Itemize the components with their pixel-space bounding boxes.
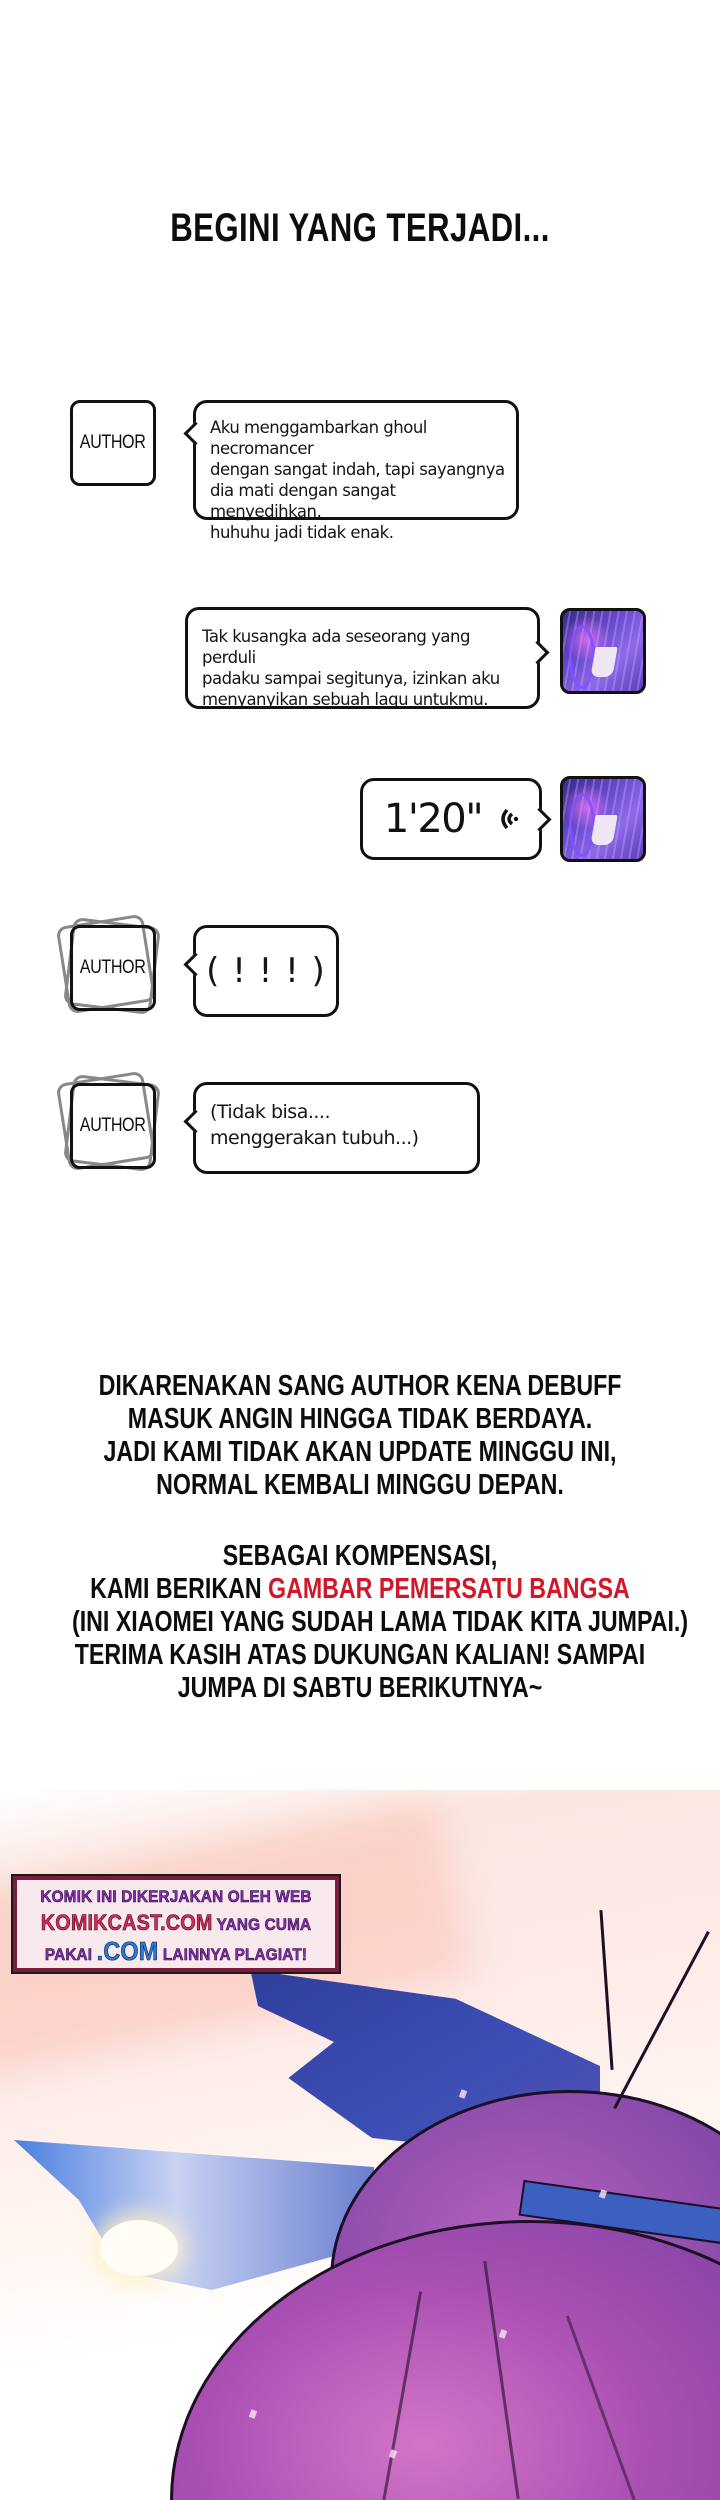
chat-bubble-author-2 bbox=[193, 925, 339, 1017]
page-title: BEGINI YANG TERJADI... bbox=[170, 206, 550, 250]
chat-bubble-necromancer-1 bbox=[185, 607, 540, 709]
watermark-text: YANG CUMA bbox=[212, 1915, 312, 1934]
voice-message-bubble[interactable] bbox=[360, 778, 542, 860]
notice-line: JADI KAMI TIDAK AKAN UPDATE MINGGU INI, bbox=[103, 1436, 617, 1468]
author-avatar bbox=[70, 925, 156, 1011]
author-label: AUTHOR bbox=[80, 957, 146, 978]
notice-line: DIKARENAKAN SANG AUTHOR KENA DEBUFF bbox=[98, 1370, 622, 1402]
notice-line: JUMPA DI SABTU BERIKUTNYA~ bbox=[177, 1672, 543, 1704]
watermark-text: PAKAI bbox=[44, 1945, 97, 1964]
bubble-line: huhuhu jadi tidak enak. bbox=[210, 523, 394, 542]
ribbon-blade bbox=[14, 2140, 374, 2290]
bubble-line: ( ! ! ! ) bbox=[206, 951, 326, 991]
notice-line: TERIMA KASIH ATAS DUKUNGAN KALIAN! SAMPAI bbox=[74, 1639, 646, 1671]
notice-text: KAMI BERIKAN bbox=[90, 1573, 269, 1605]
bubble-line: Tak kusangka ada seseorang yang perduli bbox=[202, 627, 470, 667]
watermark-text: LAINNYA PLAGIAT! bbox=[158, 1945, 308, 1964]
notice-paragraph-1 bbox=[0, 1370, 720, 1502]
notice-line-highlight bbox=[72, 1573, 648, 1606]
author-label: AUTHOR bbox=[80, 1115, 146, 1136]
watermark-line-2 bbox=[38, 1910, 313, 1938]
necromancer-avatar bbox=[560, 776, 646, 862]
bubble-line: menggerakan tubuh...) bbox=[210, 1127, 419, 1149]
necromancer-avatar bbox=[560, 608, 646, 694]
notice-paragraph-2 bbox=[0, 1540, 720, 1705]
bubble-line: dengan sangat indah, tapi sayangnya bbox=[210, 460, 505, 479]
author-label: AUTHOR bbox=[80, 432, 146, 453]
watermark-com: .COM bbox=[96, 1936, 159, 1966]
author-avatar bbox=[70, 1083, 156, 1169]
bubble-line: padaku sampai segitunya, izinkan aku bbox=[202, 669, 500, 688]
light-glow bbox=[100, 2220, 178, 2276]
notice-line: (INI XIAOMEI YANG SUDAH LAMA TIDAK KITA JUMPAI.) bbox=[72, 1606, 689, 1638]
scanlation-watermark bbox=[13, 1876, 339, 1972]
bubble-line: Aku menggambarkan ghoul necromancer bbox=[210, 418, 427, 458]
watermark-line-3 bbox=[38, 1938, 313, 1968]
bubble-line: (Tidak bisa.... bbox=[210, 1101, 330, 1123]
chat-bubble-author-3 bbox=[193, 1082, 480, 1174]
voice-duration: 1'20" bbox=[383, 796, 483, 842]
chat-bubble-author-1 bbox=[193, 400, 519, 542]
notice-line: MASUK ANGIN HINGGA TIDAK BERDAYA. bbox=[127, 1403, 593, 1435]
watermark-site: KOMIKCAST.COM bbox=[40, 1910, 213, 1935]
notice-line: NORMAL KEMBALI MINGGU DEPAN. bbox=[156, 1469, 564, 1501]
highlight-text: GAMBAR PEMERSATU BANGSA bbox=[268, 1573, 630, 1605]
notice-line: SEBAGAI KOMPENSASI, bbox=[222, 1540, 498, 1572]
bubble-line: menyanyikan sebuah lagu untukmu. bbox=[202, 690, 488, 709]
author-avatar bbox=[70, 400, 156, 486]
voice-wave-icon bbox=[496, 806, 518, 832]
watermark-line-1: KOMIK INI DIKERJAKAN OLEH WEB bbox=[40, 1887, 312, 1906]
bubble-line: dia mati dengan sangat menyedihkan, bbox=[210, 481, 396, 521]
